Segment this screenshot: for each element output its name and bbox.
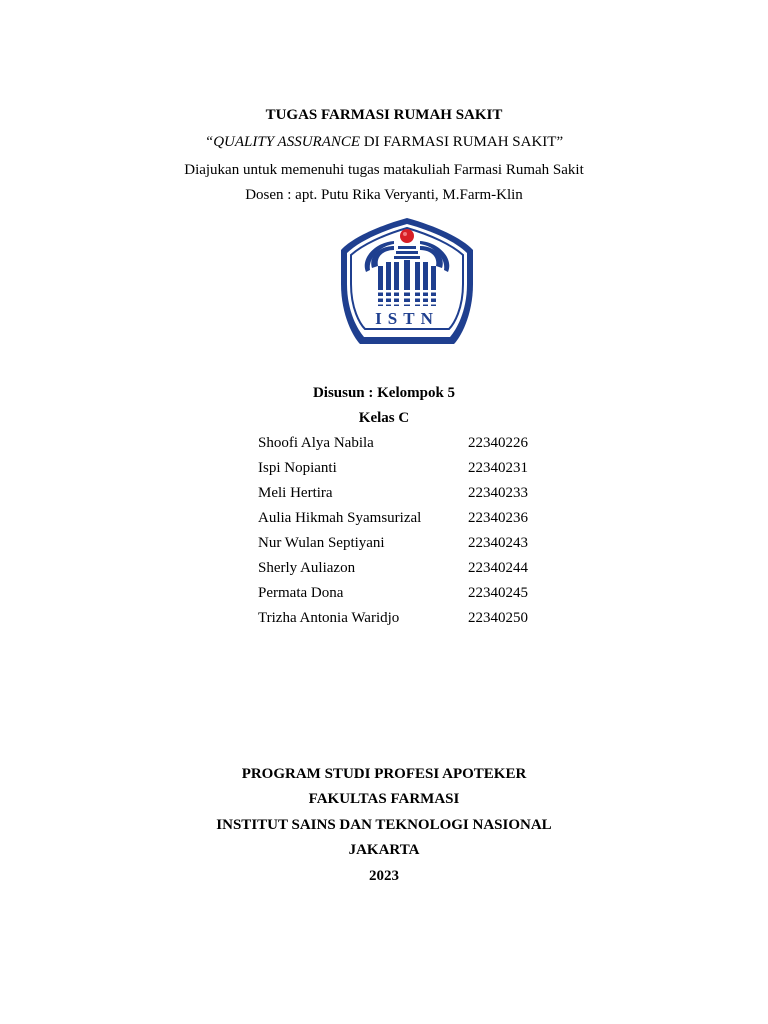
lecturer-line: Dosen : apt. Putu Rika Veryanti, M.Farm-Klin [245,187,523,203]
member-nim: 22340233 [468,485,528,501]
member-name: Nur Wulan Septiyani [258,535,385,551]
topic-rest: DI FARMASI RUMAH SAKIT” [360,134,564,150]
program-name: PROGRAM STUDI PROFESI APOTEKER [241,766,527,782]
member-nim: 22340226 [468,435,528,451]
member-name: Shoofi Alya Nabila [258,435,374,451]
faculty-name: FAKULTAS FARMASI [308,791,460,807]
year: 2023 [369,868,399,884]
logo-red-globe [400,229,414,243]
member-nim: 22340231 [468,460,528,476]
member-list [0,434,768,634]
list-item [0,559,768,584]
topic-title [0,133,768,151]
list-item [0,509,768,534]
list-item [0,534,768,559]
institute-name: INSTITUT SAINS DAN TEKNOLOGI NASIONAL [216,817,552,833]
logo-text: ISTN [375,309,439,328]
member-name: Sherly Auliazon [258,560,356,576]
city-name: JAKARTA [348,842,420,858]
member-name: Permata Dona [258,585,344,601]
list-item [0,459,768,484]
group-heading: Disusun : Kelompok 5 [312,385,456,401]
list-item [0,609,768,634]
member-name: Ispi Nopianti [258,460,337,476]
member-nim: 22340244 [468,560,528,576]
istn-logo-icon [338,216,476,348]
member-nim: 22340245 [468,585,528,601]
member-nim: 22340236 [468,510,528,526]
member-nim: 22340250 [468,610,528,626]
purpose-line: Diajukan untuk memenuhi tugas matakuliah Farmasi Rumah Sakit [184,162,584,178]
assignment-title: TUGAS FARMASI RUMAH SAKIT [265,107,503,123]
topic-open-quote: “ [204,134,214,150]
list-item [0,484,768,509]
member-name: Meli Hertira [258,485,333,501]
member-nim: 22340243 [468,535,528,551]
topic-italic: QUALITY ASSURANCE [213,134,361,150]
class-label: Kelas C [358,410,410,426]
member-name: Aulia Hikmah Syamsurizal [258,510,422,526]
list-item [0,584,768,609]
member-name: Trizha Antonia Waridjo [258,610,400,626]
list-item [0,434,768,459]
